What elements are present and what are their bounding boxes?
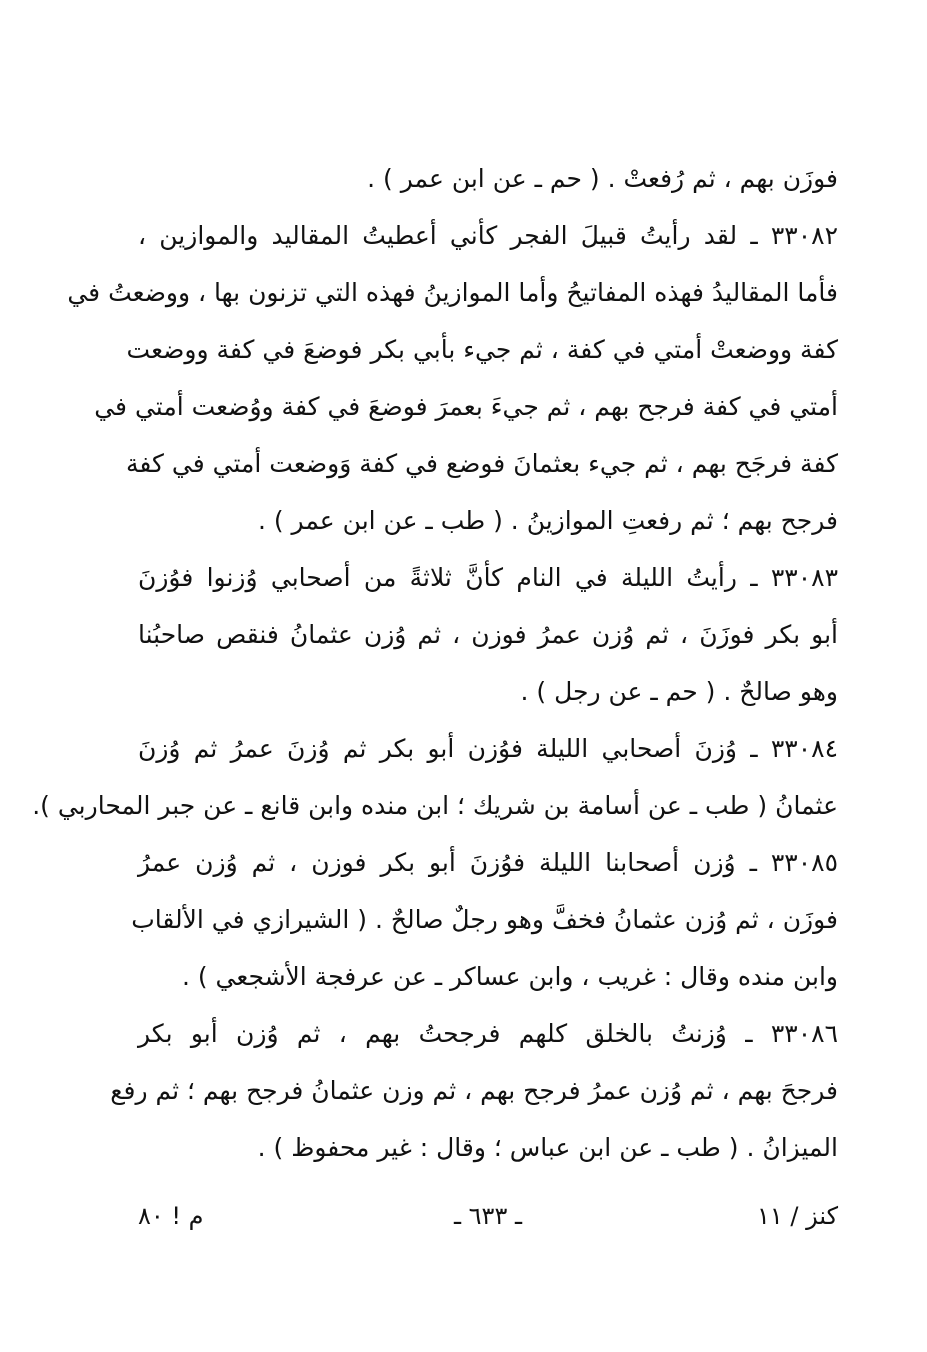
page-footer bbox=[138, 1202, 838, 1242]
text-line: فوزَن بهم ، ثم رُفعتْ . ( حم ـ عن ابن عمر ) . bbox=[367, 164, 838, 193]
text-line: أمتي في كفة فرجح بهم ، ثم جيءَ بعمرَ فوضعَ في كفة ووُضعت أمتي في bbox=[94, 392, 838, 421]
hadith-33085 bbox=[131, 834, 838, 1005]
page-number: ـ ٦٣٣ ـ bbox=[453, 1202, 523, 1230]
text-line: وابن منده وقال : غريب ، وابن عساكر ـ عن عرفجة الأشجعي ) . bbox=[181, 962, 838, 991]
text-line: كفة فرجَح بهم ، ثم جيء بعثمانَ فوضع في كفة وَوضعت أمتي في كفة bbox=[126, 449, 838, 478]
text-line: عثمانُ ( طب ـ عن أسامة بن شريك ؛ ابن منده وابن قانع ـ عن جبر المحاربي ). bbox=[32, 791, 838, 820]
text-line: الميزانُ . ( طب ـ عن ابن عباس ؛ وقال : غير محفوظ ) . bbox=[257, 1133, 838, 1162]
hadith-33084 bbox=[32, 720, 838, 834]
text-line: فرجح بهم ؛ ثم رفعتِ الموازينُ . ( طب ـ عن ابن عمر ) . bbox=[257, 506, 838, 535]
text-line: وهو صالحٌ . ( حم ـ عن رجل ) . bbox=[520, 677, 838, 706]
text-line: فأما المقاليدُ فهذه المفاتيحُ وأما الموازينُ فهذه التي تزنون بها ، ووضعتُ في bbox=[67, 278, 838, 307]
text-line: ٣٣٠٨٤ ـ وُزنَ أصحابي الليلة فوُزن أبو بكر ثم وُزنَ عمرُ ثم وُزنَ bbox=[138, 734, 838, 763]
text-line: ٣٣٠٨٥ ـ وُزن أصحابنا الليلة فوُزنَ أبو بكر فوزن ، ثم وُزن عمرُ bbox=[138, 848, 838, 877]
hadith-33083 bbox=[138, 549, 838, 720]
text-line: كفة ووضعتْ أمتي في كفة ، ثم جيء بأبي بكر فوضعَ في كفة ووضعت bbox=[126, 335, 838, 364]
text-line: ٣٣٠٨٦ ـ وُزنتُ بالخلق كلهم فرجحتُ بهم ، ثم وُزن أبو بكر bbox=[138, 1019, 838, 1048]
book-volume-label: كنز / ١١ bbox=[756, 1202, 838, 1230]
hadith-33082 bbox=[67, 207, 838, 549]
text-line: فوزَن ، ثم وُزن عثمانُ فخفَّ وهو رجلٌ صالحٌ . ( الشيرازي في الألقاب bbox=[131, 905, 838, 934]
text-line: ٣٣٠٨٣ ـ رأيتُ الليلة في النام كأنَّ ثلاثةً من أصحابي وُزنوا فوُزنَ bbox=[138, 563, 838, 592]
hadith-33086 bbox=[110, 1005, 838, 1176]
paragraph-continuation bbox=[138, 150, 838, 207]
text-line: أبو بكر فوزَنَ ، ثم وُزن عمرُ فوزن ، ثم وُزن عثمانُ فنقص صاحبُنا bbox=[138, 620, 838, 649]
text-line: فرجحَ بهم ، ثم وُزن عمرُ فرجح بهم ، ثم وزن عثمانُ فرجح بهم ؛ ثم رفع bbox=[110, 1076, 838, 1105]
text-line: ٣٣٠٨٢ ـ لقد رأيتُ قبيلَ الفجر كأني أعطيتُ المقاليد والموازين ، bbox=[138, 221, 838, 250]
hadith-text bbox=[32, 150, 838, 1176]
signature-mark: م ! ٨٠ bbox=[138, 1202, 204, 1230]
